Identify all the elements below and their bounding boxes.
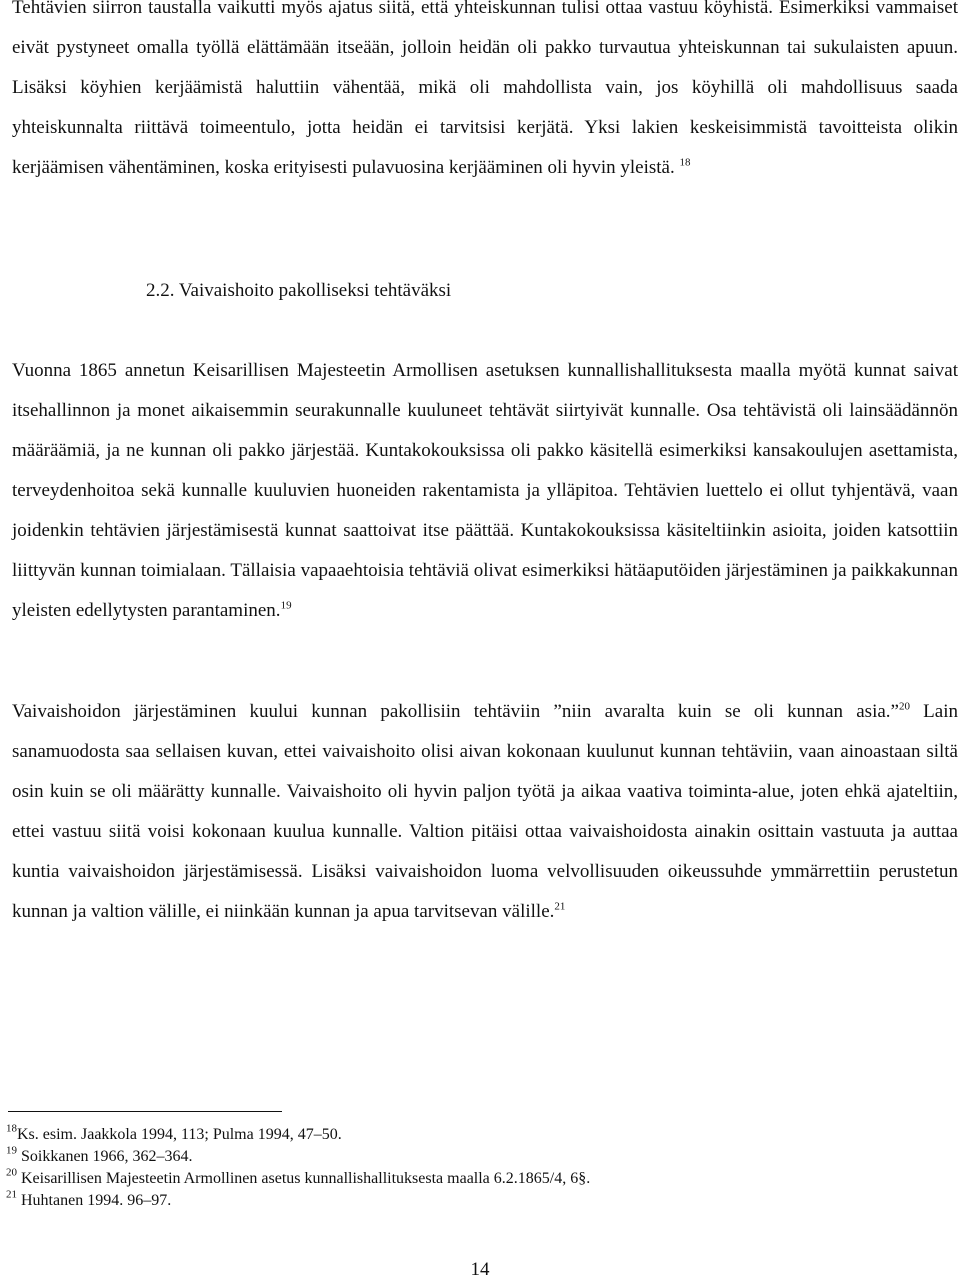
paragraph-1 bbox=[12, 0, 958, 188]
footnote-21 bbox=[6, 1190, 946, 1212]
paragraph-3 bbox=[12, 692, 958, 932]
footnote-ref-21: 21 bbox=[554, 900, 566, 913]
footnote-text: Huhtanen 1994. 96–97. bbox=[17, 1192, 172, 1209]
footnote-separator bbox=[8, 1111, 282, 1112]
paragraph-1-text: Tehtävien siirron taustalla vaikutti myös ajatus siitä, että yhteiskunnan tulisi ottaa vastuu köyhistä. Esimerkiksi vammaiset eivät pystyneet omalla työllä elättämään itseään, jolloin heidän oli pakko turvautua yhteiskunnan tai sukulaisten apuun. Lisäksi köyhien kerjäämistä haluttiin vähentää, mikä oli mahdollista vain, jos köyhillä oli mahdollisuus saada yhteiskunnalta riittävä toimeentulo, jotta heidän ei tarvitsisi kerjätä. Yksi lakien keskeisimmistä tavoitteista olikin kerjäämisen vähentäminen, koska erityisesti pulavuosina kerjääminen oli hyvin yleistä. bbox=[12, 0, 958, 178]
paragraph-3-text-after: Lain sanamuodosta saa sellaisen kuvan, ettei vaivaishoito olisi aivan kokonaan kuulunut kunnan tehtäviin, vaan ainoastaan siltä osin kuin se oli määrätty kunnalle. Vaivaishoito oli hyvin paljon työtä ja aikaa vaativa toiminta-alue, joten ehkä ajateltiin, ettei vastuu siitä voisi kokonaan kuulua kunnalle. Valtion pitäisi ottaa vaivaishoidosta ainakin osittain vastuuta ja auttaa kuntia vaivaishoidon järjestämisessä. Lisäksi vaivaishoidon luoma velvollisuuden oikeussuhde ymmärrettiin perustetun kunnan ja valtion välille, ei niinkään kunnan ja apua tarvitsevan välille. bbox=[12, 701, 958, 922]
footnote-number: 20 bbox=[6, 1166, 17, 1179]
section-heading: 2.2. Vaivaishoito pakolliseksi tehtäväksi bbox=[146, 280, 452, 301]
footnote-number: 21 bbox=[6, 1188, 17, 1201]
paragraph-3-text-before: Vaivaishoidon järjestäminen kuului kunnan pakollisiin tehtäviin ”niin avaralta kuin se oli kunnan asia.” bbox=[12, 701, 899, 722]
footnote-18 bbox=[6, 1124, 946, 1146]
footnote-number: 18 bbox=[6, 1122, 17, 1135]
footnote-text: Ks. esim. Jaakkola 1994, 113; Pulma 1994, 47–50. bbox=[17, 1126, 342, 1143]
page-number: 14 bbox=[470, 1259, 490, 1280]
footnote-text: Keisarillisen Majesteetin Armollinen asetus kunnallishallituksesta maalla 6.2.1865/4, 6§. bbox=[17, 1170, 591, 1187]
footnote-ref-19: 19 bbox=[280, 599, 292, 612]
paragraph-2 bbox=[12, 351, 958, 631]
paragraph-2-text: Vuonna 1865 annetun Keisarillisen Majesteetin Armollisen asetuksen kunnallishallituksesta maalla myötä kunnat saivat itsehallinnon ja monet aikaisemmin seurakunnalle kuuluneet tehtävät siirtyivät kunnalle. Osa tehtävistä oli lainsäädännön määräämiä, ja ne kunnan oli pakko järjestää. Kuntakokouksissa oli pakko käsitellä esimerkiksi kansakoulujen asettamista, terveydenhoitoa sekä kunnalle kuuluvien huoneiden rakentamista ja ylläpitoa. Tehtävien luettelo ei ollut tyhjentävä, vaan joidenkin tehtävien järjestämisestä kunnat saattoivat itse päättää. Kuntakokouksissa käsiteltiinkin asioita, joiden katsottiin liittyvän kunnan toimialaan. Tällaisia vapaaehtoisia tehtäviä olivat esimerkiksi hätäaputöiden järjestäminen ja paikkakunnan yleisten edellytysten parantaminen. bbox=[12, 360, 958, 621]
footnote-number: 19 bbox=[6, 1144, 17, 1157]
footnote-19 bbox=[6, 1146, 946, 1168]
footnote-ref-20: 20 bbox=[898, 700, 910, 713]
footnote-ref-18: 18 bbox=[679, 156, 691, 169]
footnotes-list bbox=[6, 1124, 946, 1212]
footnote-20 bbox=[6, 1168, 946, 1190]
footnote-text: Soikkanen 1966, 362–364. bbox=[17, 1148, 193, 1165]
